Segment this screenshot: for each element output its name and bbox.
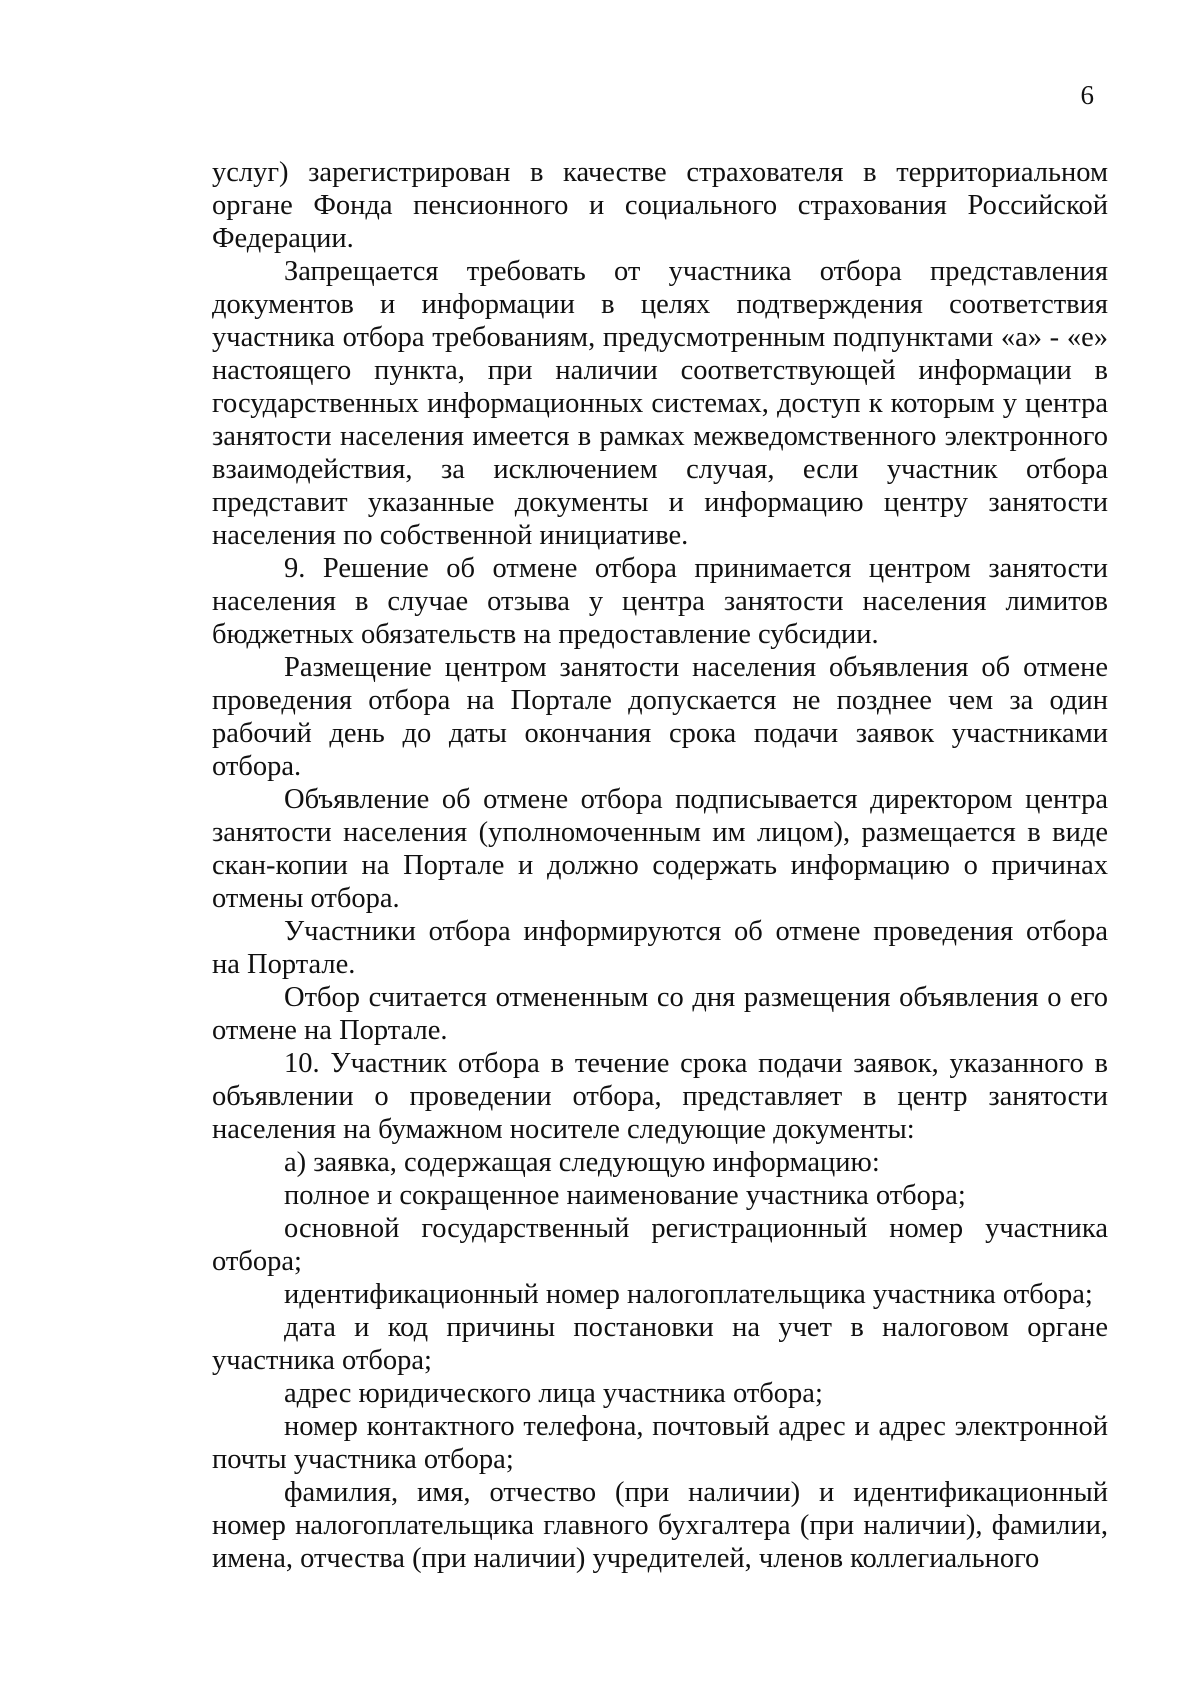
paragraph: Отбор считается отмененным со дня размещения объявления о его отмене на Портале. (212, 982, 1108, 1046)
paragraph: основной государственный регистрационный номер участника отбора; (212, 1213, 1108, 1277)
paragraph: дата и код причины постановки на учет в налоговом органе участника отбора; (212, 1312, 1108, 1376)
paragraph: фамилия, имя, отчество (при наличии) и идентификационный номер налогоплательщика главного бухгалтера (при наличии), фамилии, имена, отчества (при наличии) учредителей, членов коллегиального (212, 1477, 1108, 1574)
paragraph: услуг) зарегистрирован в качестве страхователя в территориальном органе Фонда пенсионного и социального страхования Российской Федерации. (212, 157, 1108, 254)
paragraph: 10. Участник отбора в течение срока подачи заявок, указанного в объявлении о проведении отбора, представляет в центр занятости населения на бумажном носителе следующие документы: (212, 1048, 1108, 1145)
paragraph: Размещение центром занятости населения объявления об отмене проведения отбора на Портале допускается не позднее чем за один рабочий день до даты окончания срока подачи заявок участниками отбора. (212, 652, 1108, 782)
paragraph: адрес юридического лица участника отбора; (284, 1378, 823, 1409)
document-body (212, 156, 1108, 1575)
paragraph: идентификационный номер налогоплательщика участника отбора; (284, 1279, 1093, 1310)
page-number: 6 (1080, 80, 1094, 110)
paragraph: а) заявка, содержащая следующую информацию: (284, 1147, 880, 1178)
paragraph: полное и сокращенное наименование участника отбора; (284, 1180, 966, 1211)
paragraph: Объявление об отмене отбора подписывается директором центра занятости населения (уполномоченным им лицом), размещается в виде скан-копии на Портале и должно содержать информацию о причинах отмены отбора. (212, 784, 1108, 914)
paragraph: Участники отбора информируются об отмене проведения отбора на Портале. (212, 916, 1108, 980)
paragraph: 9. Решение об отмене отбора принимается центром занятости населения в случае отзыва у центра занятости населения лимитов бюджетных обязательств на предоставление субсидии. (212, 553, 1108, 650)
paragraph: Запрещается требовать от участника отбора представления документов и информации в целях подтверждения соответствия участника отбора требованиям, предусмотренным подпунктами «а» - «е» настоящего пункта, при наличии соответствующей информации в государственных информационных системах, доступ к которым у центра занятости населения имеется в рамках межведомственного электронного взаимодействия, за исключением случая, если участник отбора представит указанные документы и информацию центру занятости населения по собственной инициативе. (212, 256, 1108, 551)
paragraph: номер контактного телефона, почтовый адрес и адрес электронной почты участника отбора; (212, 1411, 1108, 1475)
